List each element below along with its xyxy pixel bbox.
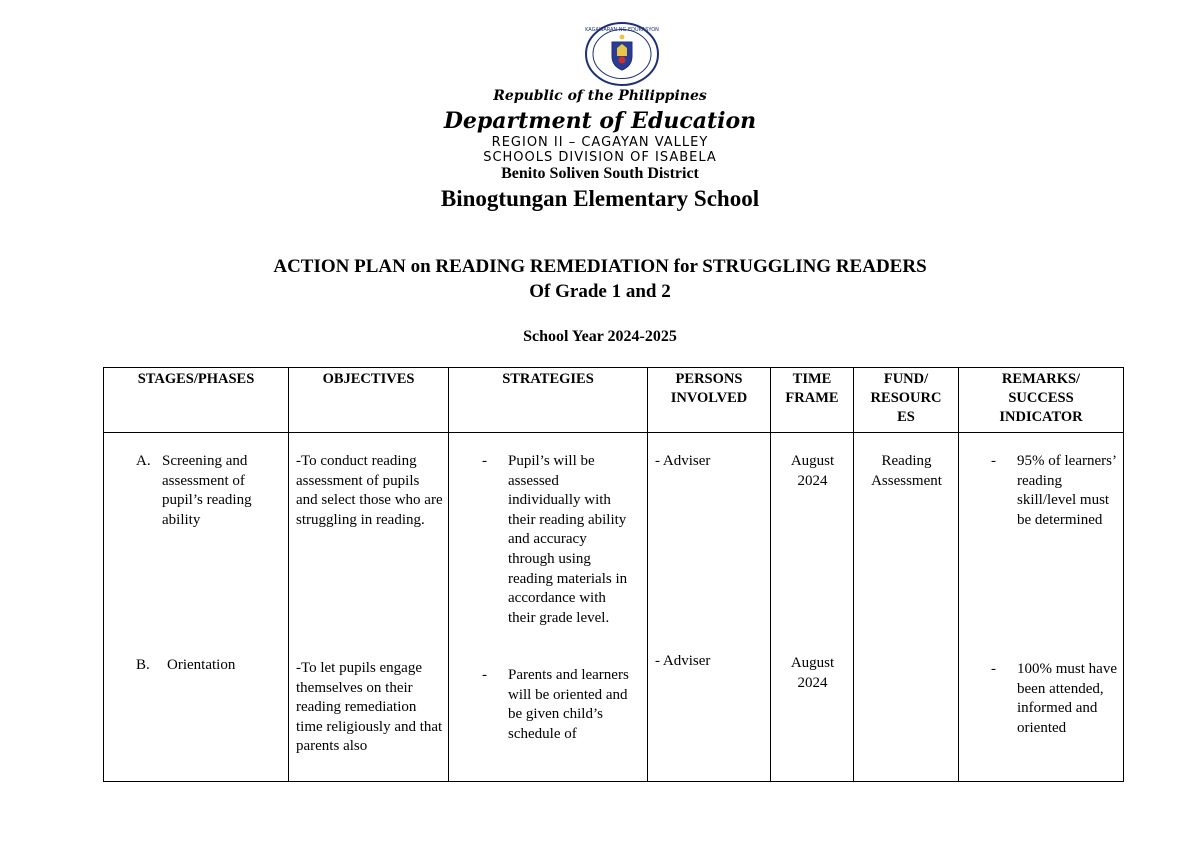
deped-seal-logo bbox=[584, 22, 660, 86]
objectives-cell bbox=[289, 433, 449, 782]
header-time-frame: TIME FRAME bbox=[771, 368, 854, 433]
header-strategies: STRATEGIES bbox=[449, 368, 648, 433]
region-text: REGION II – CAGAYAN VALLEY bbox=[491, 135, 709, 150]
objective-a: -To conduct reading assessment of pupils and select those who are struggling in reading. bbox=[296, 453, 443, 528]
remark-bullet-b: - bbox=[991, 661, 996, 677]
stage-text-b: Orientation bbox=[167, 657, 236, 673]
header-fund: FUND/ RESOURC ES bbox=[854, 368, 959, 433]
objective-b: -To let pupils engage themselves on their reading remediation time religiously and that parents also bbox=[296, 660, 443, 755]
document-subtitle: Of Grade 1 and 2 bbox=[529, 281, 671, 302]
remark-b: 100% must have been attended, informed and oriented bbox=[1017, 661, 1117, 736]
table-header-row bbox=[104, 368, 1124, 433]
seal-text: KAGAWARAN NG EDUKASYON bbox=[585, 27, 659, 33]
action-plan-table bbox=[103, 367, 1124, 782]
persons-cell bbox=[648, 433, 771, 782]
time-frame-a: August 2024 bbox=[790, 453, 835, 489]
table-row bbox=[104, 433, 1124, 782]
header-stages: STAGES/PHASES bbox=[104, 368, 289, 433]
remark-bullet-a: - bbox=[991, 453, 996, 469]
strategy-bullet-a: - bbox=[482, 453, 487, 469]
fund-cell bbox=[854, 433, 959, 782]
remark-a: 95% of learners’ reading skill/level must be determined bbox=[1017, 453, 1116, 528]
fund-a: Reading Assessment bbox=[871, 453, 942, 489]
stage-letter-b: B. bbox=[136, 657, 150, 673]
stage-text-a: Screening and assessment of pupil’s reading ability bbox=[162, 453, 252, 528]
persons-a: - Adviser bbox=[655, 453, 711, 469]
school-name: Binogtungan Elementary School bbox=[440, 186, 760, 211]
header-objectives: OBJECTIVES bbox=[289, 368, 449, 433]
strategy-bullet-b: - bbox=[482, 667, 487, 683]
strategies-cell bbox=[449, 433, 648, 782]
stage-letter-a: A. bbox=[136, 453, 151, 469]
school-year: School Year 2024-2025 bbox=[523, 328, 677, 345]
remarks-cell bbox=[959, 433, 1124, 782]
republic-text: Republic of the Philippines bbox=[493, 88, 707, 104]
header-persons: PERSONS INVOLVED bbox=[648, 368, 771, 433]
persons-b: - Adviser bbox=[655, 653, 711, 669]
stages-cell bbox=[104, 433, 289, 782]
time-frame-b: August 2024 bbox=[790, 655, 835, 691]
time-frame-cell bbox=[771, 433, 854, 782]
strategy-a: Pupil’s will be assessed individually with their reading ability and accuracy through using reading materials in accordance with their grade level. bbox=[508, 453, 628, 626]
district-text: Benito Soliven South District bbox=[501, 165, 699, 182]
header-remarks: REMARKS/ SUCCESS INDICATOR bbox=[959, 368, 1124, 433]
document-title: ACTION PLAN on READING REMEDIATION for STRUGGLING READERS bbox=[273, 256, 927, 277]
strategy-b: Parents and learners will be oriented and be given child’s schedule of bbox=[508, 667, 629, 742]
department-name: Department of Education bbox=[443, 108, 757, 134]
division-text: SCHOOLS DIVISION OF ISABELA bbox=[483, 150, 717, 165]
